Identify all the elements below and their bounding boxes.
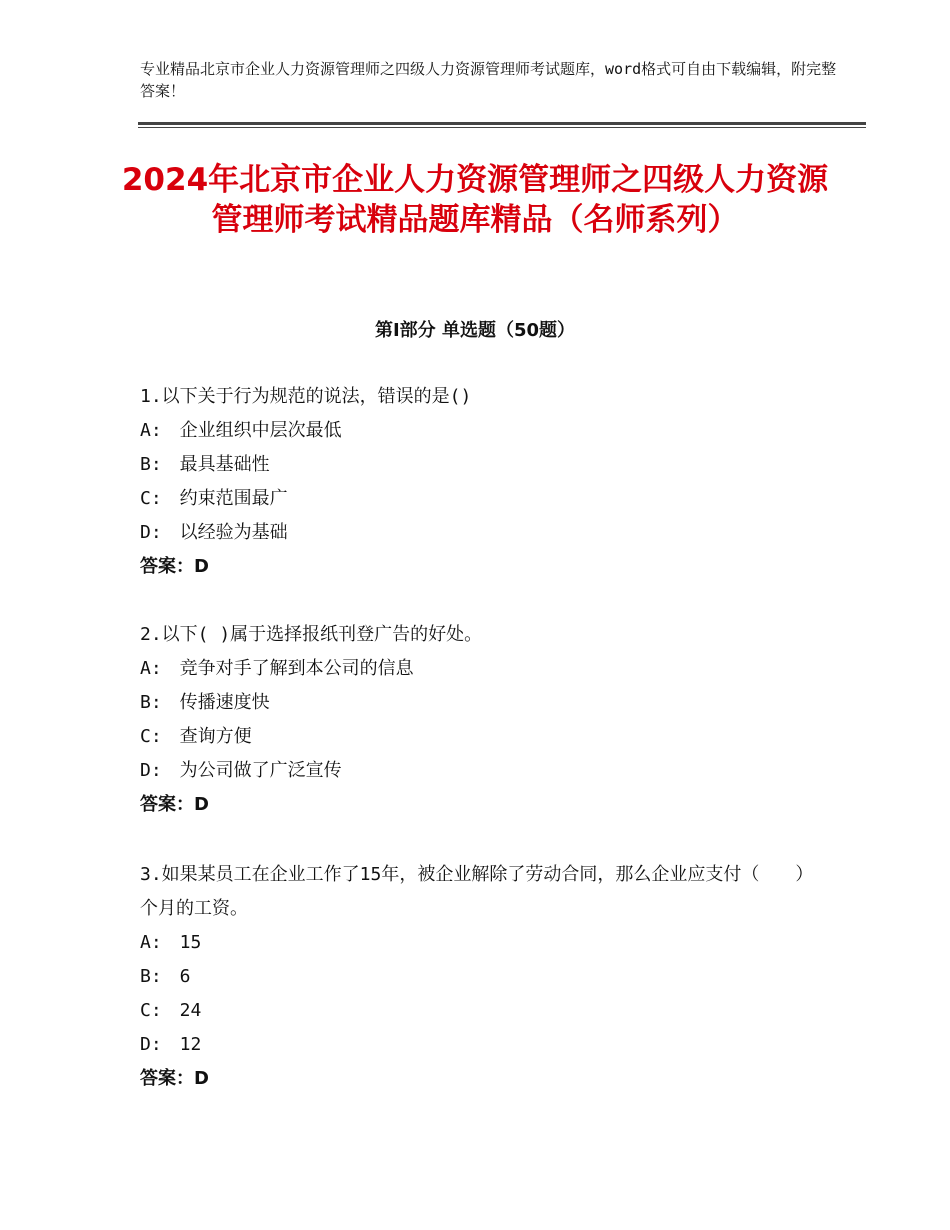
header-divider-thin <box>138 127 866 128</box>
answer-line: 答案：D <box>140 556 209 577</box>
question-stem: 3.如果某员工在企业工作了15年，被企业解除了劳动合同，那么企业应支付（ ）个月的工资。 <box>140 864 814 919</box>
option-d: D: 为公司做了广泛宣传 <box>140 760 342 781</box>
option-a: A: 竞争对手了解到本公司的信息 <box>140 658 414 679</box>
option-c: C: 查询方便 <box>140 726 252 747</box>
option-d: D: 12 <box>140 1034 202 1055</box>
question-1 <box>140 380 820 584</box>
option-c: C: 24 <box>140 1000 202 1021</box>
option-c: C: 约束范围最广 <box>140 488 288 509</box>
question-stem: 1.以下关于行为规范的说法，错误的是() <box>140 386 472 407</box>
option-b: B: 传播速度快 <box>140 692 270 713</box>
header-divider-thick <box>138 122 866 125</box>
option-a: A: 企业组织中层次最低 <box>140 420 342 441</box>
option-a: A: 15 <box>140 932 202 953</box>
header-note: 专业精品北京市企业人力资源管理师之四级人力资源管理师考试题库，word格式可自由下载编辑，附完整答案！ <box>140 60 837 100</box>
document-title: 2024年北京市企业人力资源管理师之四级人力资源管理师考试精品题库精品（名师系列） <box>121 162 829 238</box>
question-2 <box>140 618 820 822</box>
option-d: D: 以经验为基础 <box>140 522 288 543</box>
option-b: B: 最具基础性 <box>140 454 270 475</box>
answer-line: 答案：D <box>140 1068 209 1089</box>
answer-line: 答案：D <box>140 794 209 815</box>
question-stem: 2.以下( )属于选择报纸刊登广告的好处。 <box>140 624 483 645</box>
option-b: B: 6 <box>140 966 191 987</box>
question-3 <box>140 858 820 1096</box>
section-heading: 第Ⅰ部分 单选题（50题） <box>374 320 575 341</box>
